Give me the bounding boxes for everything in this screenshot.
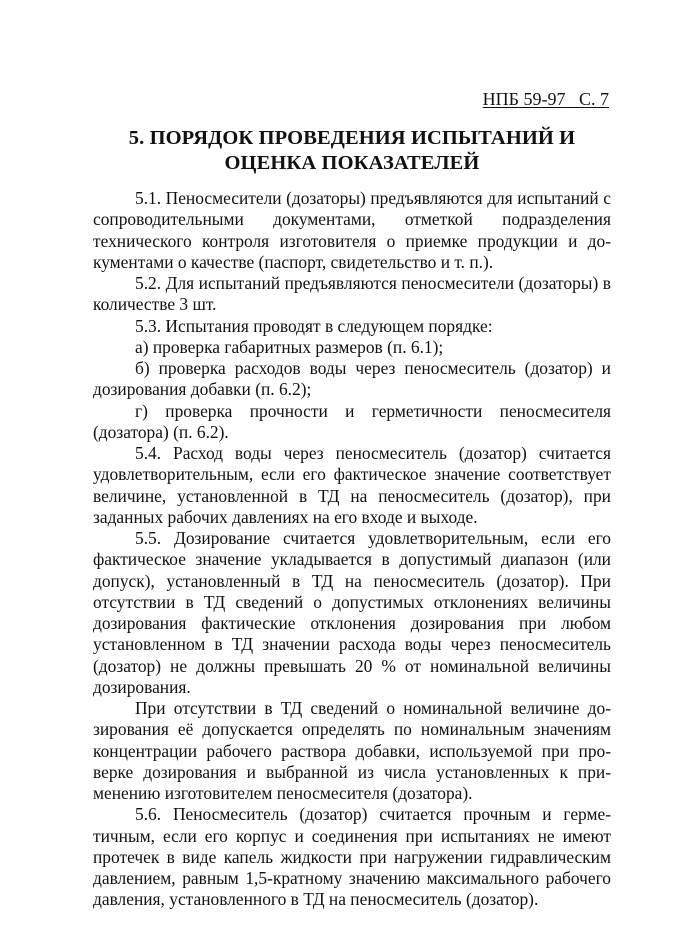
paragraph-item-b: б) проверка расходов воды через пеносмеситель (дозатор) и дозирования добавки (п. 6.2); [93, 358, 611, 400]
section-title-line-2: ОЦЕНКА ПОКАЗАТЕЛЕЙ [224, 152, 480, 174]
paragraph-item-g: г) проверка прочности и герметичности пеносмесителя (дозатора) (п. 6.2). [93, 400, 611, 442]
paragraph-item-a: а) проверка габаритных размеров (п. 6.1); [135, 336, 444, 357]
paragraph-5-3: 5.3. Испытания проводят в следующем порядке: [135, 315, 493, 336]
paragraph-5-5: 5.5. Дозирование считается удовлетворительным, если его фактическое значение укладывается в допустимый диапазон (или допуск), установленный в ТД на пеносмеситель (дозатор). При отсутствии в ТД сведений о допустимых отклонениях величины дозирования фактические отклонения дозирования при любом установленном в ТД значении расхода воды через пеносмеситель (дозатор) не должны превышать 20 % от номинальной величины дозирования. [93, 528, 611, 697]
section-title [93, 126, 611, 176]
section-body [93, 188, 611, 911]
paragraph-5-4: 5.4. Расход воды через пеносмеситель (дозатор) считается удовлетворительным, если его фактическое значение соответствует величине, установленной в ТД на пеносмеситель (дозатор), при заданных рабочих давлениях на его входе и выходе. [93, 443, 611, 527]
paragraph-5-2: 5.2. Для испытаний предъявляются пеносмесители (дозаторы) в количестве 3 шт. [93, 273, 611, 315]
paragraph-5-6: 5.6. Пеносмеситель (дозатор) считается прочным и герметичным, если его корпус и соединения при испытаниях не имеют протечек в виде капель жидкости при нагружении гидравлическим давлением, равным 1,5-кратному значению максимального рабочего давления, установленного в ТД на пеносмеситель (дозатор). [93, 804, 611, 910]
document-page [93, 88, 611, 911]
paragraph-5-5-note: При отсутствии в ТД сведений о номинальной величине дозирования её допускается определять по номинальным значениям концентрации рабочего раствора добавки, используемой при проверке дозирования и выбранной из числа установленных к применению изготовителем пеносмесителя (дозатора). [93, 698, 611, 803]
paragraph-5-1: 5.1. Пеносмесители (дозаторы) предъявляются для испытаний с сопроводительными документами, отметкой подразделения технического контроля изготовителя о приемке продукции и документами о качестве (паспорт, свидетельство и т. п.). [93, 188, 611, 272]
section-title-line-1: 5. ПОРЯДОК ПРОВЕДЕНИЯ ИСПЫТАНИЙ И [128, 127, 576, 149]
page-header: НПБ 59-97 С. 7 [482, 89, 609, 109]
